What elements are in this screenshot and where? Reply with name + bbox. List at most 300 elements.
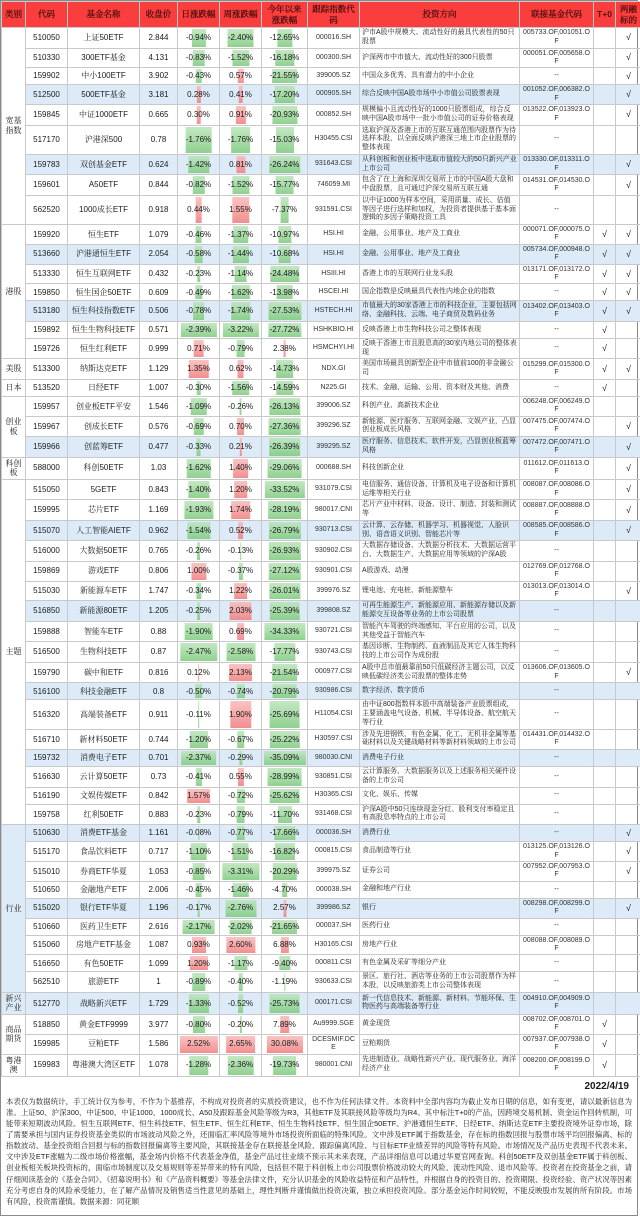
close-cell: 0.665 (140, 105, 178, 126)
day-change-cell: -1.62% (178, 457, 220, 479)
index-code-cell: H30165.CSI (308, 935, 360, 955)
index-code-cell: 399006.SZ (308, 396, 360, 416)
t0-check-icon: √ (594, 284, 616, 301)
feeder-code-cell: 008200.OF,008199.OF (520, 1054, 594, 1076)
day-change-cell: -0.17% (178, 898, 220, 918)
ytd-change-cell: -10.68% (262, 244, 308, 264)
margin-cell (616, 683, 640, 700)
ytd-change-cell: 7.89% (262, 1015, 308, 1035)
code-cell: 517170 (26, 125, 68, 154)
direction-cell: 香港上市的互联网行业龙头股 (360, 264, 520, 284)
week-change-cell: 2.13% (220, 662, 262, 683)
close-cell: 1.129 (140, 359, 178, 380)
week-change-cell: -0.20% (220, 1015, 262, 1035)
name-cell: 战略新兴ETF (68, 992, 140, 1014)
table-row (2, 972, 640, 993)
close-cell: 0.477 (140, 437, 178, 458)
day-change-cell: -0.83% (178, 48, 220, 68)
close-cell: 0.609 (140, 284, 178, 301)
margin-cell (616, 338, 640, 359)
day-change-cell: 0.28% (178, 85, 220, 105)
category-cell: 美股 (2, 359, 26, 380)
margin-cell (616, 561, 640, 581)
table-row (2, 321, 640, 338)
week-change-cell: 1.20% (220, 479, 262, 500)
table-row (2, 85, 640, 105)
index-code-cell: 931079.CSI (308, 479, 360, 500)
t0-cell (594, 642, 616, 663)
category-cell: 日本 (2, 379, 26, 396)
index-code-cell: HSI.HI (308, 225, 360, 245)
code-cell: 516650 (26, 955, 68, 972)
ytd-change-cell: -24.48% (262, 264, 308, 284)
code-cell: 159995 (26, 500, 68, 521)
index-code-cell: 000977.CSI (308, 662, 360, 683)
direction-cell: 国企指数是反映最具代表性内地企业的指数 (360, 284, 520, 301)
name-cell: 红利50ETF (68, 804, 140, 825)
t0-cell (594, 662, 616, 683)
t0-check-icon: √ (594, 379, 616, 396)
margin-check-icon: √ (616, 898, 640, 918)
day-change-cell: -1.10% (178, 842, 220, 862)
direction-cell: 选取沪深及香港上市的互联互通范围内股票作为待选样本股，以全面反映沪港深三地上市企业股票的整体表现 (360, 125, 520, 154)
close-cell: 1 (140, 972, 178, 993)
table-row (2, 683, 640, 700)
direction-cell: 文化、娱乐、传媒 (360, 787, 520, 804)
t0-cell (594, 48, 616, 68)
code-cell: 512500 (26, 85, 68, 105)
t0-cell (594, 561, 616, 581)
report-date: 2022/4/19 (1, 1077, 637, 1094)
code-cell: 513180 (26, 301, 68, 322)
close-cell: 0.844 (140, 175, 178, 196)
ytd-change-cell: -17.66% (262, 825, 308, 842)
margin-cell (616, 750, 640, 767)
margin-check-icon: √ (616, 479, 640, 500)
index-code-cell: 399005.SZ (308, 68, 360, 85)
feeder-code-cell: -- (520, 601, 594, 622)
margin-check-icon: √ (616, 48, 640, 68)
index-code-cell: 000811.CSI (308, 955, 360, 972)
code-cell: 510330 (26, 48, 68, 68)
direction-cell: 锂电池、充电桩、新能源整车 (360, 581, 520, 601)
feeder-code-cell: 005734.OF,000948.OF (520, 244, 594, 264)
direction-cell: 医疗服务、信息技术、软件开发，凸显创业板蓝筹风格 (360, 437, 520, 458)
direction-cell: 包含了在上海和深圳交易所上市的中国A股大盘和中盘股票，且可通过沪深交易所互联互通 (360, 175, 520, 196)
index-code-cell: 931643.CSI (308, 154, 360, 175)
feeder-code-cell: -- (520, 68, 594, 85)
table-row (2, 935, 640, 955)
col-header-8: 投资方向 (360, 2, 520, 28)
code-cell: 159985 (26, 1034, 68, 1054)
direction-cell: 可再生能源生产、新能源应用、新能源存储以及新能源交互设备等业务的上市公司股票 (360, 601, 520, 622)
name-cell: 双创基金ETF (68, 154, 140, 175)
week-change-cell: 1.22% (220, 581, 262, 601)
direction-cell: 沪深两市中市值大、流动性好的300只股票 (360, 48, 520, 68)
day-change-cell: 0.12% (178, 662, 220, 683)
margin-check-icon: √ (616, 520, 640, 541)
direction-cell: 景区、旅行社、酒店等业务的上市公司股票作为样本股，以反映旅游类上市公司整体表现 (360, 972, 520, 993)
code-cell: 518850 (26, 1015, 68, 1035)
ytd-change-cell: -21.54% (262, 662, 308, 683)
feeder-code-cell: -- (520, 700, 594, 729)
day-change-cell: -0.23% (178, 804, 220, 825)
day-change-cell: -0.30% (178, 379, 220, 396)
code-cell: 159888 (26, 621, 68, 642)
margin-cell (616, 195, 640, 224)
index-code-cell: 930851.CSI (308, 767, 360, 788)
t0-check-icon: √ (594, 321, 616, 338)
code-cell: 159983 (26, 1054, 68, 1076)
t0-cell (594, 881, 616, 898)
day-change-cell: -0.58% (178, 244, 220, 264)
table-row (2, 359, 640, 380)
code-cell: 510050 (26, 28, 68, 49)
feeder-code-cell: 007937.OF,007938.OF (520, 1034, 594, 1054)
name-cell: 沪港通恒生ETF (68, 244, 140, 264)
close-cell: 3.977 (140, 1015, 178, 1035)
code-cell: 515010 (26, 861, 68, 881)
table-body (2, 28, 640, 1077)
direction-cell: 食品制造等行业 (360, 842, 520, 862)
direction-cell: 市值最大的30家香港上市的科技企业，主要包括网络、金融科技、云端、电子商贸及数码业务 (360, 301, 520, 322)
t0-cell (594, 195, 616, 224)
index-code-cell: 930901.CSI (308, 561, 360, 581)
t0-cell (594, 105, 616, 126)
direction-cell: 黄金现货 (360, 1015, 520, 1035)
day-change-cell: -1.93% (178, 500, 220, 521)
index-code-cell: 931468.CSI (308, 804, 360, 825)
t0-check-icon: √ (594, 1054, 616, 1076)
index-code-cell: HSMCHYI.HI (308, 338, 360, 359)
feeder-code-cell: -- (520, 338, 594, 359)
ytd-change-cell: -15.03% (262, 125, 308, 154)
close-cell: 0.432 (140, 264, 178, 284)
index-code-cell: NDX.GI (308, 359, 360, 380)
ytd-change-cell: 30.08% (262, 1034, 308, 1054)
name-cell: 金融地产ETF (68, 881, 140, 898)
week-change-cell: -2.36% (220, 1054, 262, 1076)
week-change-cell: -1.62% (220, 284, 262, 301)
col-header-1: 代码 (26, 2, 68, 28)
week-change-cell: 1.74% (220, 500, 262, 521)
margin-cell (616, 767, 640, 788)
direction-cell: 芯片产业中材料、设备、设计、制造、封装和测试等 (360, 500, 520, 521)
margin-check-icon: √ (616, 581, 640, 601)
index-code-cell: 000815.CSI (308, 842, 360, 862)
direction-cell: 从科创板和创业板中选取市值较大的50只新兴产业上市公司 (360, 154, 520, 175)
week-change-cell: -0.72% (220, 787, 262, 804)
code-cell: 159845 (26, 105, 68, 126)
feeder-code-cell: -- (520, 918, 594, 935)
name-cell: 恒生科技指数ETF (68, 301, 140, 322)
index-code-cell: 931591.CSI (308, 195, 360, 224)
close-cell: 1.03 (140, 457, 178, 479)
close-cell: 0.816 (140, 662, 178, 683)
week-change-cell: -1.37% (220, 225, 262, 245)
t0-cell (594, 621, 616, 642)
margin-check-icon: √ (616, 85, 640, 105)
margin-check-icon: √ (616, 301, 640, 322)
table-row (2, 1015, 640, 1035)
code-cell: 510650 (26, 881, 68, 898)
day-change-cell: -0.49% (178, 284, 220, 301)
table-row (2, 1034, 640, 1054)
name-cell: 中小100ETF (68, 68, 140, 85)
week-change-cell: -0.77% (220, 825, 262, 842)
ytd-change-cell: 2.57% (262, 898, 308, 918)
feeder-code-cell: 008088.OF,008089.OF (520, 935, 594, 955)
week-change-cell: -0.26% (220, 396, 262, 416)
feeder-code-cell: -- (520, 642, 594, 663)
category-cell: 创业板 (2, 396, 26, 457)
margin-cell (616, 1015, 640, 1035)
day-change-cell: -0.34% (178, 581, 220, 601)
ytd-change-cell: -16.18% (262, 48, 308, 68)
code-cell: 159902 (26, 68, 68, 85)
close-cell: 0.506 (140, 301, 178, 322)
index-code-cell: 980030.CNI (308, 750, 360, 767)
close-cell: 1.586 (140, 1034, 178, 1054)
table-row (2, 500, 640, 521)
col-header-3: 收盘价 (140, 2, 178, 28)
code-cell: 516190 (26, 787, 68, 804)
day-change-cell: -0.50% (178, 683, 220, 700)
ytd-change-cell: -26.79% (262, 520, 308, 541)
category-cell: 港股 (2, 225, 26, 359)
direction-cell: 先进制造业、战略性新兴产业、现代服务业、海洋经济产业 (360, 1054, 520, 1076)
feeder-code-cell: 014531.OF,014530.OF (520, 175, 594, 196)
t0-check-icon: √ (594, 225, 616, 245)
feeder-code-cell: -- (520, 125, 594, 154)
category-cell: 科创板 (2, 457, 26, 479)
day-change-cell: -0.41% (178, 767, 220, 788)
week-change-cell: 0.55% (220, 767, 262, 788)
ytd-change-cell: -26.24% (262, 154, 308, 175)
index-code-cell: HSIII.HI (308, 264, 360, 284)
name-cell: 食品饮料ETF (68, 842, 140, 862)
direction-cell: 有色金属及采矿等细分产业 (360, 955, 520, 972)
t0-cell (594, 750, 616, 767)
name-cell: 恒生红利ETF (68, 338, 140, 359)
close-cell: 3.902 (140, 68, 178, 85)
col-header-5: 周涨跌幅 (220, 2, 262, 28)
index-code-cell: 930721.CSI (308, 621, 360, 642)
table-row (2, 154, 640, 175)
ytd-change-cell: -14.73% (262, 359, 308, 380)
name-cell: 新能源80ETF (68, 601, 140, 622)
code-cell: 510630 (26, 825, 68, 842)
ytd-change-cell: -34.33% (262, 621, 308, 642)
table-row (2, 561, 640, 581)
code-cell: 159892 (26, 321, 68, 338)
ytd-change-cell: -20.79% (262, 683, 308, 700)
feeder-code-cell: 013402.OF,013403.OF (520, 301, 594, 322)
day-change-cell: -0.08% (178, 825, 220, 842)
day-change-cell: -0.78% (178, 301, 220, 322)
feeder-code-cell: -- (520, 825, 594, 842)
ytd-change-cell: -26.01% (262, 581, 308, 601)
day-change-cell: -1.40% (178, 479, 220, 500)
week-change-cell: -2.58% (220, 642, 262, 663)
index-code-cell: 930902.CSI (308, 541, 360, 562)
margin-check-icon: √ (616, 359, 640, 380)
table-row (2, 244, 640, 264)
table-row (2, 804, 640, 825)
close-cell: 0.571 (140, 321, 178, 338)
name-cell: 中证1000ETF (68, 105, 140, 126)
col-header-2: 基金名称 (68, 2, 140, 28)
ytd-change-cell: -25.73% (262, 992, 308, 1014)
code-cell: 516710 (26, 729, 68, 750)
table-row (2, 842, 640, 862)
close-cell: 0.78 (140, 125, 178, 154)
feeder-code-cell: 000071.OF,000075.OF (520, 225, 594, 245)
index-code-cell: 980001.CNI (308, 1054, 360, 1076)
ytd-change-cell: -4.70% (262, 881, 308, 898)
day-change-cell: -0.26% (178, 541, 220, 562)
margin-check-icon: √ (616, 416, 640, 437)
name-cell: 创业板ETF平安 (68, 396, 140, 416)
index-code-cell: 399808.SZ (308, 601, 360, 622)
direction-cell: 美国市场最具创新型企业中市值前100的非金融公司 (360, 359, 520, 380)
t0-check-icon: √ (594, 244, 616, 264)
t0-cell (594, 842, 616, 862)
ytd-change-cell: -1.19% (262, 972, 308, 993)
table-row (2, 379, 640, 396)
ytd-change-cell: -21.55% (262, 68, 308, 85)
t0-cell (594, 479, 616, 500)
index-code-cell: HSCEI.HI (308, 284, 360, 301)
week-change-cell: -1.74% (220, 301, 262, 322)
feeder-code-cell: -- (520, 683, 594, 700)
table-row (2, 264, 640, 284)
t0-check-icon: √ (594, 1034, 616, 1054)
t0-cell (594, 68, 616, 85)
code-cell: 516630 (26, 767, 68, 788)
t0-cell (594, 154, 616, 175)
index-code-cell: 930743.CSI (308, 642, 360, 663)
close-cell: 0.8 (140, 683, 178, 700)
name-cell: 创成长ETF (68, 416, 140, 437)
feeder-code-cell: 012769.OF,012768.OF (520, 561, 594, 581)
direction-cell: 科技创新企业 (360, 457, 520, 479)
day-change-cell: 1.00% (178, 561, 220, 581)
margin-check-icon: √ (616, 28, 640, 49)
t0-cell (594, 825, 616, 842)
feeder-code-cell: 008585.OF,008586.OF (520, 520, 594, 541)
name-cell: 恒生国企50ETF (68, 284, 140, 301)
code-cell: 515070 (26, 520, 68, 541)
code-cell: 516000 (26, 541, 68, 562)
margin-check-icon: √ (616, 264, 640, 284)
day-change-cell: -0.33% (178, 437, 220, 458)
name-cell: 恒生ETF (68, 225, 140, 245)
t0-cell (594, 85, 616, 105)
ytd-change-cell: -27.36% (262, 416, 308, 437)
category-cell: 商品期货 (2, 1015, 26, 1055)
name-cell: 高端装备ETF (68, 700, 140, 729)
name-cell: 科创50ETF (68, 457, 140, 479)
index-code-cell: HSTECH.HI (308, 301, 360, 322)
day-change-cell: 0.30% (178, 105, 220, 126)
ytd-change-cell: -27.53% (262, 301, 308, 322)
direction-cell: 反映香港上市生物科技公司之整体表现 (360, 321, 520, 338)
margin-cell (616, 992, 640, 1014)
ytd-change-cell: -7.37% (262, 195, 308, 224)
margin-cell (616, 918, 640, 935)
table-row (2, 700, 640, 729)
close-cell: 0.765 (140, 541, 178, 562)
week-change-cell: -2.40% (220, 28, 262, 49)
close-cell: 1.053 (140, 861, 178, 881)
direction-cell: 消费电子行业 (360, 750, 520, 767)
direction-cell: 沪深A股中50只连续现金分红、股利支付率稳定且有高股息率特点的上市公司 (360, 804, 520, 825)
table-row (2, 581, 640, 601)
table-row (2, 541, 640, 562)
table-row (2, 992, 640, 1014)
ytd-change-cell: -14.59% (262, 379, 308, 396)
index-code-cell: 399975.SZ (308, 861, 360, 881)
close-cell: 0.87 (140, 642, 178, 663)
week-change-cell: 0.91% (220, 105, 262, 126)
close-cell: 3.181 (140, 85, 178, 105)
week-change-cell: 2.03% (220, 601, 262, 622)
feeder-code-cell: 013013.OF,013014.OF (520, 581, 594, 601)
week-change-cell: 0.62% (220, 359, 262, 380)
ytd-change-cell: -15.77% (262, 175, 308, 196)
code-cell: 159850 (26, 284, 68, 301)
ytd-change-cell: -27.12% (262, 561, 308, 581)
close-cell: 0.999 (140, 338, 178, 359)
close-cell: 0.744 (140, 729, 178, 750)
index-code-cell: 000688.SH (308, 457, 360, 479)
feeder-code-cell: -- (520, 750, 594, 767)
t0-cell (594, 804, 616, 825)
week-change-cell: -0.67% (220, 729, 262, 750)
day-change-cell: -0.82% (178, 175, 220, 196)
close-cell: 0.883 (140, 804, 178, 825)
table-row (2, 125, 640, 154)
ytd-change-cell: -20.29% (262, 861, 308, 881)
close-cell: 0.717 (140, 842, 178, 862)
week-change-cell: -3.31% (220, 861, 262, 881)
margin-check-icon: √ (616, 842, 640, 862)
code-cell: 159920 (26, 225, 68, 245)
t0-cell (594, 918, 616, 935)
code-cell: 159726 (26, 338, 68, 359)
table-row (2, 48, 640, 68)
margin-check-icon: √ (616, 244, 640, 264)
name-cell: 消费ETF基金 (68, 825, 140, 842)
code-cell: 159758 (26, 804, 68, 825)
name-cell: 智能车ETF (68, 621, 140, 642)
col-header-10: T+0 (594, 2, 616, 28)
margin-cell (616, 804, 640, 825)
feeder-code-cell: -- (520, 284, 594, 301)
ytd-change-cell: -17.77% (262, 642, 308, 663)
category-cell: 新兴产业 (2, 992, 26, 1014)
direction-cell: 金融和地产行业 (360, 881, 520, 898)
direction-cell: 沪市A股中规模大、流动性好的最具代表性的50只股票 (360, 28, 520, 49)
margin-cell (616, 881, 640, 898)
close-cell: 0.962 (140, 520, 178, 541)
feeder-code-cell: -- (520, 787, 594, 804)
day-change-cell: -0.46% (178, 225, 220, 245)
code-cell: 513520 (26, 379, 68, 396)
ytd-change-cell: -21.65% (262, 918, 308, 935)
week-change-cell: -2.02% (220, 918, 262, 935)
